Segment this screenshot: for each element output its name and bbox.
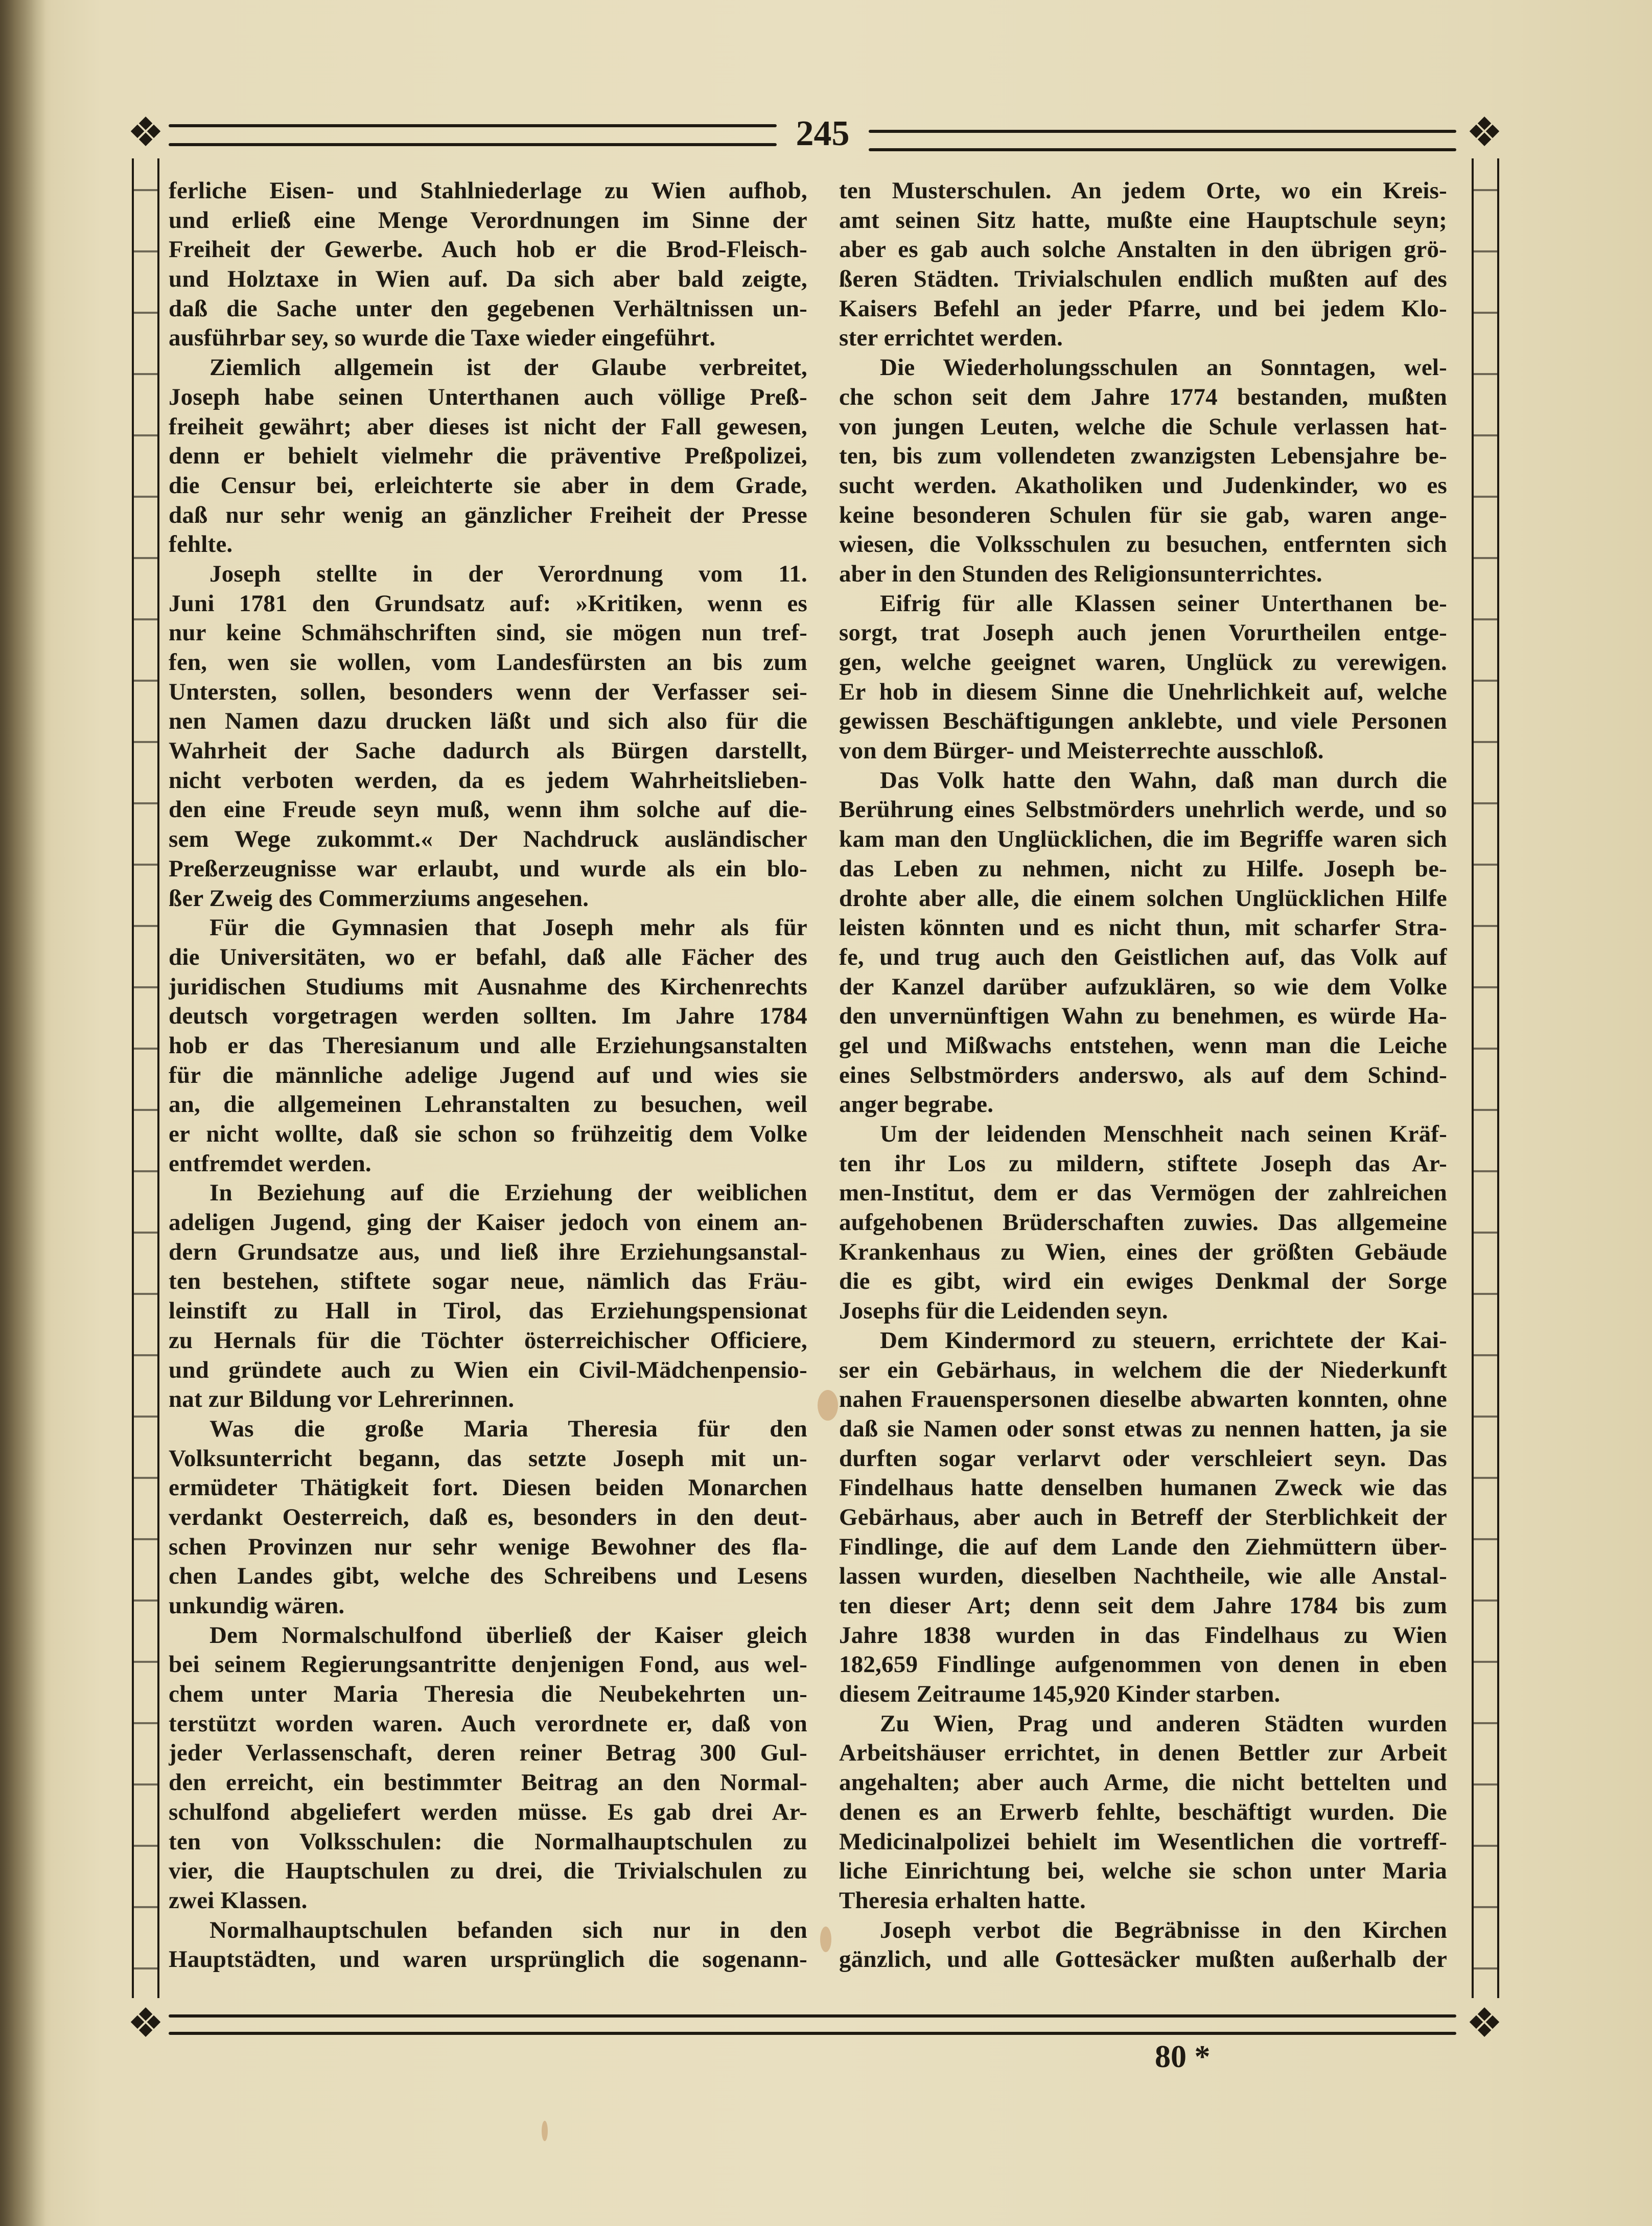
text-line: daß nur sehr wenig an gänzlicher Freiheit der Presse: [169, 501, 807, 528]
paragraph: [169, 1621, 807, 1916]
text-line: Berührung eines Selbstmörders unehrlich werde, und so: [839, 796, 1447, 823]
text-line: liche Einrichtung bei, welche sie schon unter Maria: [839, 1858, 1447, 1885]
text-line: kam man den Unglücklichen, die im Begriffe waren sich: [839, 826, 1447, 853]
text-line: den erreicht, ein bestimmter Beitrag an den Normal-: [169, 1769, 807, 1796]
text-line: ßeren Städten. Trivialschulen endlich mußten auf des: [839, 266, 1447, 293]
text-line: keine besonderen Schulen für sie gab, waren ange-: [839, 501, 1447, 528]
text-line: nur keine Schmähschriften sind, sie mögen nun tref-: [169, 619, 807, 646]
text-line: juridischen Studiums mit Ausnahme des Kirchenrechts: [169, 973, 807, 1000]
text-line: die Censur bei, erleichterte sie aber in dem Grade,: [169, 472, 807, 499]
text-line: diesem Zeitraume 145,920 Kinder starben.: [839, 1681, 1281, 1708]
text-line: Joseph stellte in der Verordnung vom 11.: [210, 560, 807, 587]
text-line: Theresia erhalten hatte.: [839, 1887, 1086, 1914]
text-line: sem Wege zukommt.« Der Nachdruck ausländischer: [169, 826, 807, 853]
text-line: an, die allgemeinen Lehranstalten zu besuchen, weil: [169, 1091, 807, 1118]
text-line: deutsch vorgetragen werden sollten. Im Jahre 1784: [169, 1003, 807, 1030]
text-line: Normalhauptschulen befanden sich nur in den: [210, 1916, 807, 1943]
text-line: daß sie Namen oder sonst etwas zu nennen hatten, ja sie: [839, 1415, 1447, 1442]
corner-ornament-icon: ❖: [1466, 2001, 1503, 2046]
corner-ornament-icon: ❖: [1466, 110, 1503, 155]
paragraph: [169, 176, 807, 353]
footer-rule: [169, 2014, 1456, 2018]
text-column-right: [839, 176, 1447, 1975]
paragraph: [839, 589, 1447, 766]
text-line: er nicht wollte, daß sie schon so frühzeitig dem Volke: [169, 1121, 807, 1147]
paragraph: [839, 1326, 1447, 1709]
paragraph: [839, 1120, 1447, 1326]
text-line: Medicinalpolizei behielt im Wesentlichen die vortreff-: [839, 1828, 1447, 1855]
paragraph: [169, 1178, 807, 1415]
text-line: Freiheit der Gewerbe. Auch hob er die Brod-Fleisch-: [169, 236, 807, 263]
paragraph: [839, 1709, 1447, 1916]
text-line: freiheit gewährt; aber dieses ist nicht der Fall gewesen,: [169, 413, 807, 440]
text-line: leisten könnten und es nicht thun, mit scharfer Stra-: [839, 914, 1447, 941]
text-line: nicht verboten werden, da es jedem Wahrheitslieben-: [169, 767, 807, 794]
text-line: vier, die Hauptschulen zu drei, die Trivialschulen zu: [169, 1858, 807, 1885]
text-line: nahen Frauenspersonen dieselbe abwarten konnten, ohne: [839, 1386, 1447, 1413]
text-line: aber in den Stunden des Religionsunterrichtes.: [839, 560, 1322, 587]
text-line: Findelhaus hatte denselben humanen Zweck wie das: [839, 1474, 1447, 1501]
text-line: Dem Kindermord zu steuern, errichtete der Kai-: [880, 1327, 1447, 1354]
text-line: zwei Klassen.: [169, 1887, 308, 1914]
text-line: und erließ eine Menge Verordnungen im Sinne der: [169, 206, 807, 234]
text-line: che schon seit dem Jahre 1774 bestanden, mußten: [839, 383, 1447, 410]
paragraph: [169, 1415, 807, 1621]
text-line: Was die große Maria Theresia für den: [210, 1415, 807, 1442]
text-line: Ziemlich allgemein ist der Glaube verbreitet,: [210, 354, 807, 381]
text-line: verdankt Oesterreich, daß es, besonders in den deut-: [169, 1503, 807, 1531]
text-line: jeder Verlassenschaft, deren reiner Betrag 300 Gul-: [169, 1740, 807, 1767]
signature-mark: 80 *: [1155, 2039, 1211, 2074]
paper-stain: [820, 1927, 831, 1952]
text-line: Volksunterricht begann, das setzte Joseph mit un-: [169, 1445, 807, 1472]
text-column-left: [169, 176, 807, 1975]
text-line: den eine Freude seyn muß, wenn ihm solche auf die-: [169, 796, 807, 823]
text-line: Untersten, sollen, besonders wenn der Verfasser sei-: [169, 678, 807, 705]
text-line: ten ihr Los zu mildern, stiftete Joseph das Ar-: [839, 1150, 1447, 1177]
text-line: amt seinen Sitz hatte, mußte eine Hauptschule seyn;: [839, 206, 1447, 234]
text-line: Das Volk hatte den Wahn, daß man durch die: [880, 767, 1447, 794]
page-number: 245: [796, 114, 850, 153]
text-line: ster errichtet werden.: [839, 324, 1063, 352]
text-line: die es gibt, wird ein ewiges Denkmal der Sorge: [839, 1268, 1447, 1295]
text-line: Hauptstädten, und waren ursprünglich die sogenann-: [169, 1946, 807, 1973]
text-line: Joseph habe seinen Unterthanen auch völlige Preß-: [169, 383, 807, 410]
text-line: unkundig wären.: [169, 1592, 345, 1619]
text-line: ten Musterschulen. An jedem Orte, wo ein Kreis-: [839, 177, 1447, 204]
paragraph: [839, 766, 1447, 1120]
text-line: schen Provinzen nur sehr wenige Bewohner des fla-: [169, 1533, 807, 1560]
text-line: Für die Gymnasien that Joseph mehr als für: [210, 914, 807, 941]
text-line: angehalten; aber auch Arme, die nicht bettelten und: [839, 1769, 1447, 1796]
header-rule: [169, 143, 777, 146]
text-line: ßer Zweig des Commerziums angesehen.: [169, 885, 589, 912]
text-line: adeligen Jugend, ging der Kaiser jedoch von einem an-: [169, 1209, 807, 1236]
text-line: Die Wiederholungsschulen an Sonntagen, wel-: [880, 354, 1447, 381]
text-line: fen, wen sie wollen, vom Landesfürsten an bis zum: [169, 649, 807, 676]
text-line: daß die Sache unter den gegebenen Verhältnissen un-: [169, 295, 807, 322]
text-line: ser ein Gebärhaus, in welchem die der Niederkunft: [839, 1356, 1447, 1383]
text-line: den unvernünftigen Wahn zu benehmen, es würde Ha-: [839, 1003, 1447, 1030]
text-line: und Holztaxe in Wien auf. Da sich aber bald zeigte,: [169, 266, 807, 293]
side-ornament-right: [1472, 158, 1499, 1998]
text-line: Eifrig für alle Klassen seiner Unterthanen be-: [880, 590, 1447, 617]
text-line: gel und Mißwachs entstehen, wenn man die Leiche: [839, 1032, 1447, 1059]
paragraph: [169, 560, 807, 913]
text-line: aufgehobenen Brüderschaften zuwies. Das allgemeine: [839, 1209, 1447, 1236]
text-line: hob er das Theresianum und alle Erziehungsanstalten: [169, 1032, 807, 1059]
text-line: zu Hernals für die Töchter österreichischer Officiere,: [169, 1327, 807, 1354]
text-line: Krankenhaus zu Wien, eines der größten Gebäude: [839, 1238, 1447, 1265]
text-line: Arbeitshäuser errichtet, in denen Bettler zur Arbeit: [839, 1740, 1447, 1767]
text-line: Joseph verbot die Begräbnisse in den Kirchen: [880, 1916, 1447, 1943]
paper-stain: [818, 1390, 838, 1421]
paper-stain: [542, 2121, 548, 2141]
text-line: ten von Volksschulen: die Normalhauptschulen zu: [169, 1828, 807, 1855]
text-line: nen Namen dazu drucken läßt und sich also für die: [169, 708, 807, 735]
text-line: denen es an Erwerb fehlte, beschäftigt wurden. Die: [839, 1798, 1447, 1825]
paragraph: [169, 913, 807, 1178]
text-line: aber es gab auch solche Anstalten in den übrigen grö-: [839, 236, 1447, 263]
text-line: sucht werden. Akatholiken und Judenkinder, wo es: [839, 472, 1447, 499]
text-line: entfremdet werden.: [169, 1150, 371, 1177]
text-line: 182,659 Findlinge aufgenommen von denen in eben: [839, 1651, 1447, 1678]
text-line: für die männliche adelige Jugend auf und wies sie: [169, 1061, 807, 1088]
text-line: Findlinge, die auf dem Lande den Ziehmüttern über-: [839, 1533, 1447, 1560]
text-line: Kaisers Befehl an jeder Pfarre, und bei jedem Klo-: [839, 295, 1447, 322]
text-line: sorgt, trat Joseph auch jenen Vorurtheilen entge-: [839, 619, 1447, 646]
corner-ornament-icon: ❖: [127, 2001, 164, 2046]
text-line: Gebärhaus, aber auch in Betreff der Sterblichkeit der: [839, 1503, 1447, 1531]
text-line: bei seinem Regierungsantritte denjenigen Fond, aus wel-: [169, 1651, 807, 1678]
text-line: Er hob in diesem Sinne die Unehrlichkeit auf, welche: [839, 678, 1447, 705]
text-line: Zu Wien, Prag und anderen Städten wurden: [880, 1710, 1447, 1737]
text-line: anger begrabe.: [839, 1091, 994, 1118]
text-line: gewissen Beschäftigungen anklebte, und viele Personen: [839, 708, 1447, 735]
text-line: chen Landes gibt, welche des Schreibens und Lesens: [169, 1563, 807, 1590]
text-line: ten dieser Art; denn seit dem Jahre 1784 bis zum: [839, 1592, 1447, 1619]
text-line: von dem Bürger- und Meisterrechte ausschloß.: [839, 737, 1324, 764]
text-line: ten, bis zum vollendeten zwanzigsten Lebensjahre be-: [839, 443, 1447, 470]
text-line: Preßerzeugnisse war erlaubt, und wurde als ein blo-: [169, 855, 807, 882]
paragraph: [839, 176, 1447, 353]
text-line: In Beziehung auf die Erziehung der weiblichen: [210, 1179, 807, 1207]
paragraph: [839, 353, 1447, 589]
text-line: eines Selbstmörders anderswo, als auf dem Schind-: [839, 1061, 1447, 1088]
text-line: chem unter Maria Theresia die Neubekehrten un-: [169, 1681, 807, 1708]
text-line: gänzlich, und alle Gottesäcker mußten außerhalb der: [839, 1946, 1447, 1973]
text-line: der Kanzel darüber aufzuklären, so wie dem Volke: [839, 973, 1447, 1000]
text-line: schulfond abgeliefert werden müsse. Es gab drei Ar-: [169, 1798, 807, 1825]
text-line: dern Grundsatze aus, und ließ ihre Erziehungsanstal-: [169, 1238, 807, 1265]
text-line: von jungen Leuten, welche die Schule verlassen hat-: [839, 413, 1447, 440]
corner-ornament-icon: ❖: [127, 110, 164, 155]
text-line: wiesen, die Volksschulen zu besuchen, entfernten sich: [839, 531, 1447, 558]
header-rule: [869, 130, 1456, 133]
text-line: das Leben zu nehmen, nicht zu Hilfe. Joseph be-: [839, 855, 1447, 882]
text-line: ausführbar sey, so wurde die Taxe wieder eingeführt.: [169, 324, 716, 352]
text-line: Jahre 1838 wurden in das Findelhaus zu Wien: [839, 1621, 1447, 1649]
paragraph: [839, 1916, 1447, 1975]
text-line: durften sogar verlarvt oder verschleiert seyn. Das: [839, 1445, 1447, 1472]
text-line: und gründete auch zu Wien ein Civil-Mädchenpensio-: [169, 1356, 807, 1383]
text-line: die Universitäten, wo er befahl, daß alle Fächer des: [169, 943, 807, 970]
text-line: Josephs für die Leidenden seyn.: [839, 1297, 1168, 1325]
text-line: Wahrheit der Sache dadurch als Bürgen darstellt,: [169, 737, 807, 764]
text-line: nat zur Bildung vor Lehrerinnen.: [169, 1386, 515, 1413]
text-line: fe, und trug auch den Geistlichen auf, das Volk auf: [839, 943, 1447, 970]
header-rule: [869, 148, 1456, 151]
text-line: Juni 1781 den Grundsatz auf: »Kritiken, wenn es: [169, 590, 807, 617]
paragraph: [169, 1916, 807, 1975]
text-line: lassen wurden, dieselben Nachtheile, wie alle Anstal-: [839, 1563, 1447, 1590]
text-line: gen, welche geeignet waren, Unglück zu verewigen.: [839, 649, 1447, 676]
footer-rule: [169, 2032, 1456, 2035]
text-line: Um der leidenden Menschheit nach seinen Kräf-: [880, 1121, 1447, 1147]
header-rule: [169, 124, 777, 127]
text-line: men-Institut, dem er das Vermögen der zahlreichen: [839, 1179, 1447, 1207]
text-line: denn er behielt vielmehr die präventive Preßpolizei,: [169, 443, 807, 470]
text-line: fehlte.: [169, 531, 233, 558]
text-line: ferliche Eisen- und Stahlniederlage zu Wien aufhob,: [169, 177, 807, 204]
text-line: leinstift zu Hall in Tirol, das Erziehungspensionat: [169, 1297, 807, 1325]
text-line: drohte aber alle, die einem solchen Unglücklichen Hilfe: [839, 885, 1447, 912]
side-ornament-left: [132, 158, 159, 1998]
text-line: ermüdeter Thätigkeit fort. Diesen beiden Monarchen: [169, 1474, 807, 1501]
text-line: ten bestehen, stiftete sogar neue, nämlich das Fräu-: [169, 1268, 807, 1295]
book-gutter-shadow: [0, 0, 46, 2226]
text-line: terstützt worden waren. Auch verordnete er, daß von: [169, 1710, 807, 1737]
text-line: Dem Normalschulfond überließ der Kaiser gleich: [210, 1621, 807, 1649]
paragraph: [169, 353, 807, 560]
